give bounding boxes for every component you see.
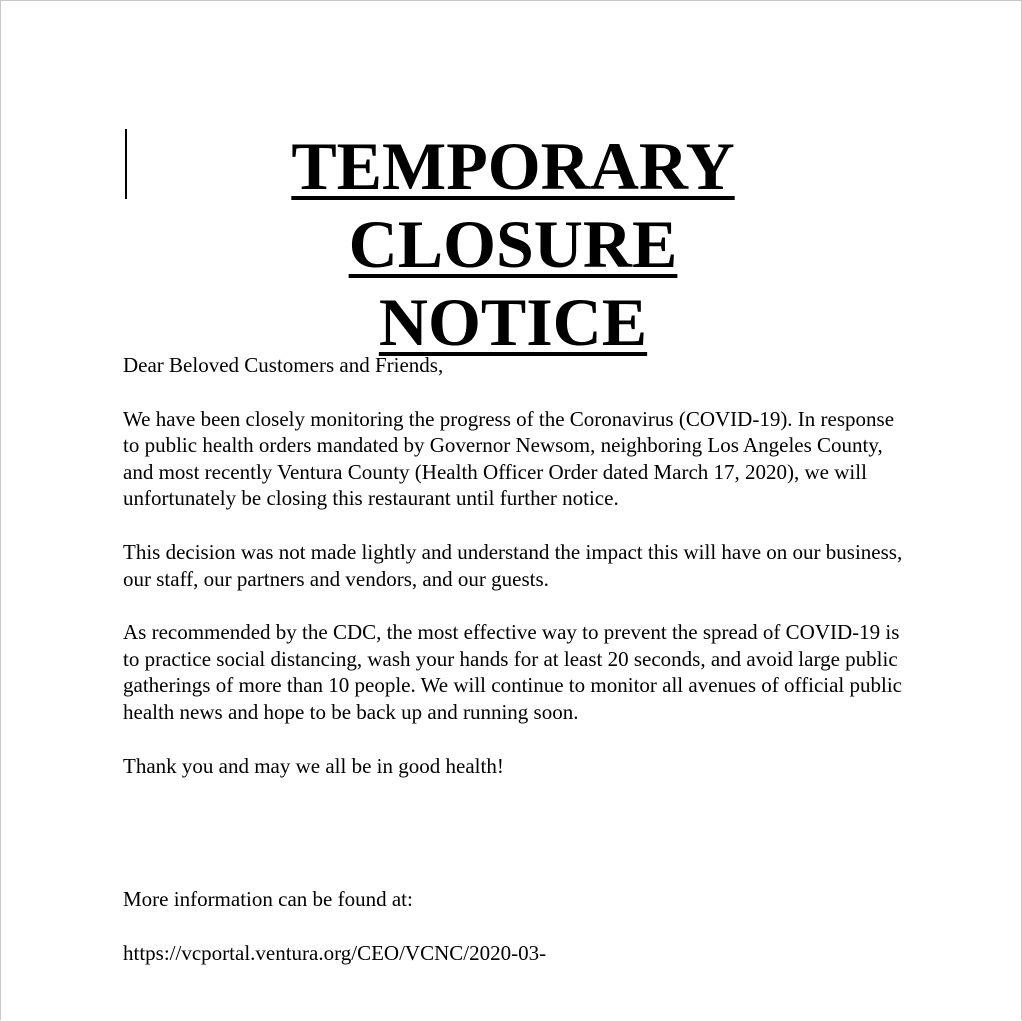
- document-body: [123, 352, 913, 993]
- paragraph-decision: This decision was not made lightly and understand the impact this will have on our business, our staff, our partners and vendors, and our guests.: [123, 539, 903, 591]
- title-line-1-wrapper: [123, 127, 903, 283]
- title-line-2: NOTICE: [378, 284, 648, 360]
- closing-line: Thank you and may we all be in good health!: [123, 753, 504, 778]
- notice-title: [123, 127, 903, 361]
- more-info-url[interactable]: https://vcportal.ventura.org/CEO/VCNC/2020-03-: [123, 940, 547, 965]
- paragraph-monitoring: We have been closely monitoring the progress of the Coronavirus (COVID-19). In response to public health orders mandated by Governor Newsom, neighboring Los Angeles County, and most recently Ventura County (Health Officer Order dated March 17, 2020), we will unfortunately be closing this restaurant until further notice.: [123, 406, 895, 511]
- title-line-2-wrapper: [123, 283, 903, 361]
- title-line-1: TEMPORARY CLOSURE: [291, 128, 735, 282]
- more-info-label: More information can be found at:: [123, 887, 413, 912]
- paragraph-cdc: As recommended by the CDC, the most effective way to prevent the spread of COVID-19 is to practice social distancing, wash your hands for at least 20 seconds, and avoid large public gatherings of more than 10 people. We will continue to monitor all avenues of official public health news and hope to be back up and running soon.: [123, 620, 902, 724]
- greeting: Dear Beloved Customers and Friends,: [123, 353, 444, 377]
